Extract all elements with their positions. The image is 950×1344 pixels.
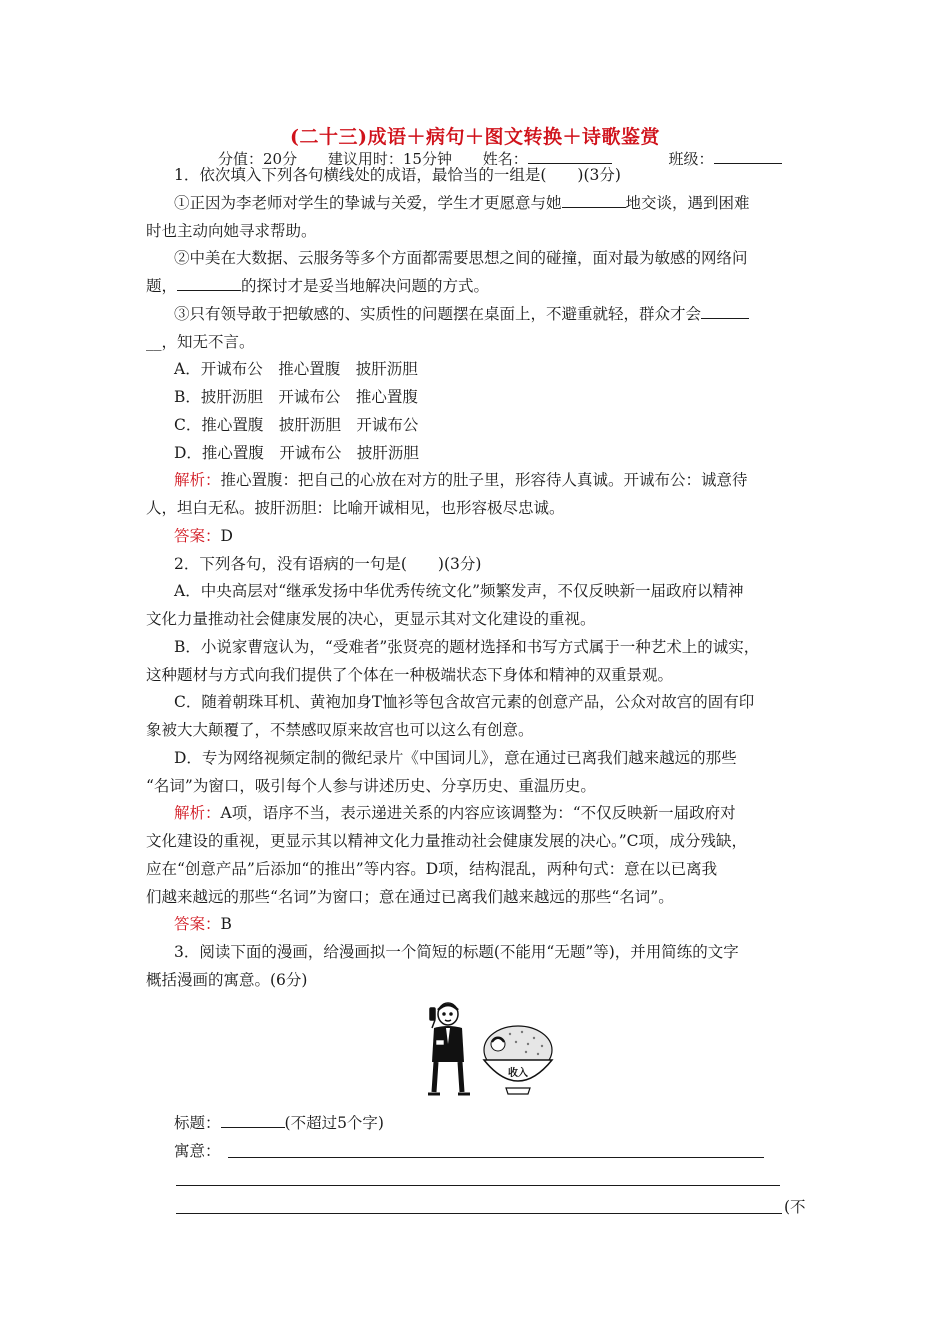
answer-line-3 (176, 1213, 782, 1214)
q2-option-b-line1: B．小说家曹寇认为，“受难者”张贤亮的题材选择和书写方式属于一种艺术上的诚实， (174, 638, 760, 656)
q3-meaning-label: 寓意： (174, 1142, 221, 1160)
q1-analysis-line2: 人，坦白无私。披肝沥胆：比喻开诚相见，也形容极尽忠诚。 (146, 499, 565, 517)
q1-sentence3-line2: __，知无不言。 (146, 333, 255, 351)
q1-sentence3-line1: ③只有领导敢于把敏感的、实质性的问题摆在桌面上，不避重就轻，群众才会 (174, 303, 749, 325)
q1-answer: 答案：D (174, 527, 233, 545)
q1-option-c: C．推心置腹 披肝沥胆 开诚布公 (174, 416, 419, 434)
q2-option-d-line2: “名词”为窗口，吸引每个人参与讲述历史、分享历史、重温历史。 (146, 777, 596, 795)
analysis-label: 解析： (174, 471, 221, 489)
score-label: 分值：20分 (218, 150, 298, 168)
q1-sentence1-line1: ①正因为李老师对学生的挚诚与关爱，学生才更愿意与她 地交谈，遇到困难 (174, 194, 750, 212)
q2-option-c-line2: 象被大大颠覆了，不禁感叹原来故宫也可以这么有创意。 (146, 721, 534, 739)
q2-option-c-line1: C．随着朝珠耳机、黄袍加身T恤衫等包含故宫元素的创意产品，公众对故宫的固有印 (174, 693, 755, 711)
q1-option-a: A．开诚布公 推心置腹 披肝沥胆 (174, 360, 418, 378)
q2-option-b-line2: 这种题材与方式向我们提供了个体在一种极端状态下身体和精神的双重景观。 (146, 666, 674, 684)
name-field: 姓名： (483, 150, 638, 168)
q1-analysis-line1: 解析：推心置腹：把自己的心放在对方的肚子里，形容待人真诚。开诚布公：诚意待 (174, 471, 748, 489)
q3-stem-line2: 概括漫画的寓意。(6分) (146, 971, 308, 989)
q1-sentence2-line1: ②中美在大数据、云服务等多个方面都需要思想之间的碰撞，面对最为敏感的网络问 (174, 249, 748, 267)
q2-analysis-line2: 文化建设的重视，更显示其以精神文化力量推动社会健康发展的决心。”C项，成分残缺， (146, 832, 748, 850)
q2-stem: 2．下列各句，没有语病的一句是( )(3分) (174, 555, 482, 573)
page-title: (二十三)成语＋病句＋图文转换＋诗歌鉴赏 (290, 126, 660, 148)
class-field: 班级： (669, 150, 808, 168)
analysis-label: 解析： (174, 804, 221, 822)
q2-analysis-line3: 应在“创意产品”后添加“的推出”等内容。D项，结构混乱，两种句式：意在以已离我 (146, 860, 718, 878)
q2-option-d-line1: D．专为网络视频定制的微纪录片《中国词儿》，意在通过已离我们越来越远的那些 (174, 749, 737, 767)
answer-label: 答案： (174, 527, 221, 545)
q2-option-a-line2: 文化力量推动社会健康发展的决心，更显示其对文化建设的重视。 (146, 610, 596, 628)
q3-title-line: 标题： (不超过5个字) (174, 1114, 384, 1132)
answer-line-2 (176, 1185, 780, 1186)
q2-analysis-line1: 解析：A项，语序不当，表示递进关系的内容应该调整为：“不仅反映新一届政府对 (174, 804, 736, 822)
time-label: 建议用时：15分钟 (327, 150, 452, 168)
q1-sentence2-line2: 题， 的探讨才是妥当地解决问题的方式。 (146, 277, 490, 295)
answer-line-1 (228, 1157, 764, 1158)
q2-analysis-line4: 们越来越远的那些“名词”为窗口；意在通过已离我们越来越远的那些“名词”。 (146, 888, 674, 906)
q2-option-a-line1: A．中央高层对“继承发扬中华优秀传统文化”频繁发声，不仅反映新一届政府以精神 (174, 582, 744, 600)
q1-sentence1-line2: 时也主动向她寻求帮助。 (146, 222, 317, 240)
q3-tail-text: (不 (784, 1198, 806, 1216)
q1-option-d: D．推心置腹 开诚布公 披肝沥胆 (174, 444, 419, 462)
q1-option-b: B．披肝沥胆 开诚布公 推心置腹 (174, 388, 418, 406)
q3-stem-line1: 3．阅读下面的漫画，给漫画拟一个简短的标题(不能用“无题”等)，并用简练的文字 (174, 943, 739, 961)
bowl-label: 收入 (508, 1068, 528, 1079)
cartoon-illustration (418, 1000, 558, 1100)
answer-label: 答案： (174, 915, 221, 933)
q2-answer: 答案：B (174, 915, 232, 933)
q1-stem: 1．依次填入下列各句横线处的成语，最恰当的一组是( )(3分) (174, 166, 621, 184)
